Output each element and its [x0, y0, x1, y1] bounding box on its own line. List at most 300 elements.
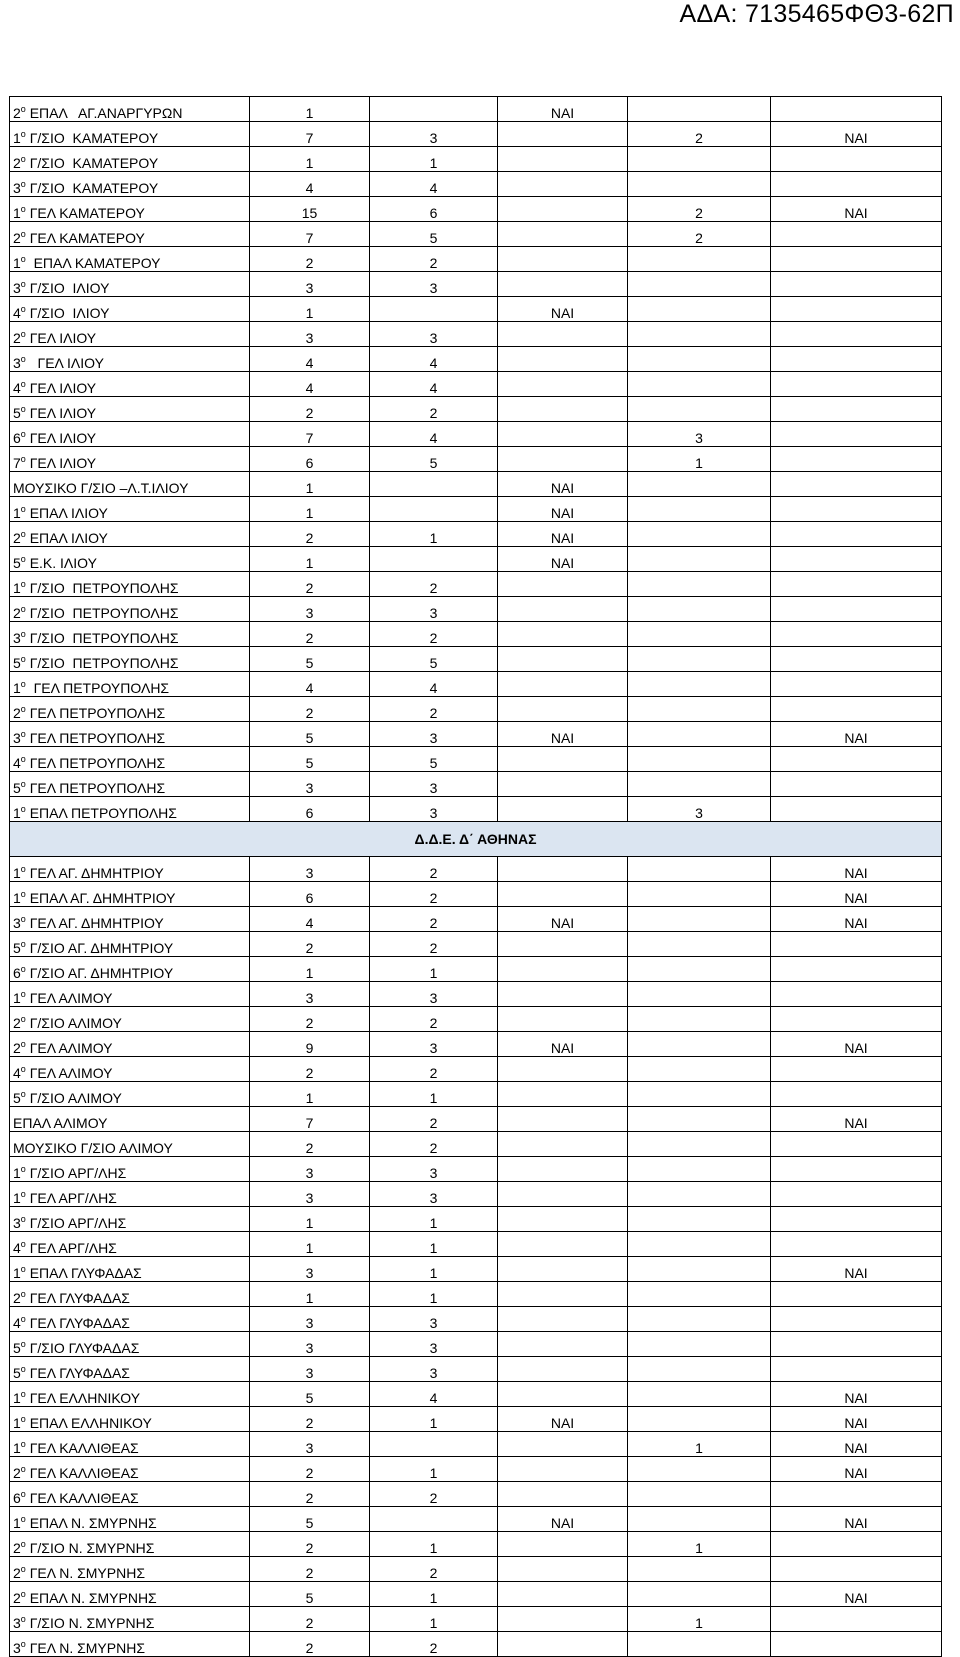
- value-cell-c2: 3: [370, 122, 498, 147]
- value-cell-c2: 1: [370, 1582, 498, 1607]
- value-cell-c1: 2: [250, 1407, 370, 1432]
- value-cell-c2: 3: [370, 272, 498, 297]
- value-cell-c1: 1: [250, 472, 370, 497]
- value-cell-c2: 2: [370, 1557, 498, 1582]
- value-cell-c3: ΝΑΙ: [498, 97, 628, 122]
- school-name-cell: [10, 122, 250, 147]
- school-name-cell: [10, 1082, 250, 1107]
- school-name: ΓΕΛ ΚΑΜΑΤΕΡΟΥ: [25, 205, 145, 221]
- value-cell-c1: 5: [250, 1382, 370, 1407]
- school-name-cell: [10, 322, 250, 347]
- value-cell-c1: 3: [250, 772, 370, 797]
- value-cell-c2: 5: [370, 647, 498, 672]
- value-cell-c5: [771, 422, 942, 447]
- value-cell-c3: [498, 747, 628, 772]
- value-cell-c2: 6: [370, 197, 498, 222]
- value-cell-c2: 2: [370, 1007, 498, 1032]
- value-cell-c1: 3: [250, 982, 370, 1007]
- table-row: [10, 222, 942, 247]
- school-name: Γ/ΣΙΟ ΑΡΓ/ΛΗΣ: [25, 1165, 127, 1181]
- value-cell-c5: [771, 1057, 942, 1082]
- value-cell-c2: [370, 547, 498, 572]
- value-cell-c2: 1: [370, 1207, 498, 1232]
- value-cell-c3: [498, 697, 628, 722]
- value-cell-c5: [771, 472, 942, 497]
- value-cell-c4: [628, 1557, 771, 1582]
- ordinal-suffix: ο: [20, 429, 26, 439]
- value-cell-c3: [498, 1157, 628, 1182]
- value-cell-c1: 2: [250, 247, 370, 272]
- school-name-cell: [10, 1382, 250, 1407]
- value-cell-c3: [498, 172, 628, 197]
- table-row: [10, 497, 942, 522]
- school-name: ΓΕΛ ΓΛΥΦΑΔΑΣ: [25, 1365, 130, 1381]
- value-cell-c1: 7: [250, 422, 370, 447]
- value-cell-c5: [771, 797, 942, 822]
- ordinal-number: 4: [13, 1315, 21, 1331]
- ordinal-number: 1: [13, 990, 21, 1006]
- ordinal-suffix: ο: [20, 1439, 26, 1449]
- ordinal-suffix: ο: [20, 529, 26, 539]
- value-cell-c2: 3: [370, 1332, 498, 1357]
- value-cell-c1: 3: [250, 1332, 370, 1357]
- table-row: [10, 297, 942, 322]
- ordinal-suffix: ο: [20, 654, 26, 664]
- table-row: [10, 1232, 942, 1257]
- ordinal-suffix: ο: [20, 1514, 26, 1524]
- school-name: ΜΟΥΣΙΚΟ Γ/ΣΙΟ ΑΛΙΜΟΥ: [13, 1140, 173, 1156]
- ordinal-number: 1: [13, 865, 21, 881]
- value-cell-c1: 3: [250, 1307, 370, 1332]
- ordinal-suffix: ο: [20, 1264, 26, 1274]
- value-cell-c3: ΝΑΙ: [498, 297, 628, 322]
- value-cell-c3: [498, 147, 628, 172]
- value-cell-c2: 3: [370, 322, 498, 347]
- value-cell-c5: [771, 1482, 942, 1507]
- table-row: [10, 1007, 942, 1032]
- value-cell-c5: [771, 1157, 942, 1182]
- value-cell-c5: [771, 1232, 942, 1257]
- value-cell-c4: [628, 1182, 771, 1207]
- value-cell-c5: [771, 147, 942, 172]
- ordinal-suffix: ο: [20, 579, 26, 589]
- table-row: [10, 172, 942, 197]
- value-cell-c5: [771, 622, 942, 647]
- table-body-lower: [10, 857, 942, 1657]
- table-row: [10, 97, 942, 122]
- value-cell-c5: [771, 247, 942, 272]
- school-name: Γ/ΣΙΟ ΠΕΤΡΟΥΠΟΛΗΣ: [25, 630, 179, 646]
- table-row: [10, 932, 942, 957]
- value-cell-c4: [628, 372, 771, 397]
- school-name: ΕΠΑΛ ΑΛΙΜΟΥ: [13, 1115, 108, 1131]
- ordinal-number: 2: [13, 530, 21, 546]
- value-cell-c1: 5: [250, 647, 370, 672]
- school-name-cell: [10, 372, 250, 397]
- value-cell-c1: 4: [250, 672, 370, 697]
- value-cell-c1: 4: [250, 347, 370, 372]
- value-cell-c4: [628, 882, 771, 907]
- school-name: Ε.Κ. ΙΛΙΟΥ: [25, 555, 97, 571]
- school-name-cell: [10, 907, 250, 932]
- value-cell-c4: [628, 1207, 771, 1232]
- value-cell-c4: [628, 1307, 771, 1332]
- value-cell-c1: 2: [250, 1482, 370, 1507]
- value-cell-c5: ΝΑΙ: [771, 1257, 942, 1282]
- table-row: [10, 772, 942, 797]
- school-name: ΓΕΛ ΙΛΙΟΥ: [25, 430, 97, 446]
- ordinal-number: 5: [13, 780, 21, 796]
- value-cell-c3: [498, 1607, 628, 1632]
- value-cell-c2: 2: [370, 1057, 498, 1082]
- table-row: [10, 907, 942, 932]
- value-cell-c2: 1: [370, 1257, 498, 1282]
- value-cell-c1: 2: [250, 1632, 370, 1657]
- table-row: [10, 1282, 942, 1307]
- value-cell-c4: [628, 1382, 771, 1407]
- value-cell-c4: [628, 957, 771, 982]
- ordinal-number: 3: [13, 280, 21, 296]
- value-cell-c3: [498, 672, 628, 697]
- value-cell-c1: 1: [250, 547, 370, 572]
- table-row: [10, 1107, 942, 1132]
- value-cell-c5: ΝΑΙ: [771, 1382, 942, 1407]
- value-cell-c1: 7: [250, 122, 370, 147]
- value-cell-c5: [771, 1132, 942, 1157]
- school-name: ΓΕΛ ΚΑΛΛΙΘΕΑΣ: [25, 1490, 139, 1506]
- school-name: ΓΕΛ ΑΛΙΜΟΥ: [25, 1040, 113, 1056]
- value-cell-c3: [498, 1482, 628, 1507]
- ordinal-suffix: ο: [20, 679, 26, 689]
- value-cell-c2: 1: [370, 957, 498, 982]
- value-cell-c3: [498, 1357, 628, 1382]
- table-row: [10, 322, 942, 347]
- value-cell-c3: [498, 1132, 628, 1157]
- value-cell-c4: [628, 672, 771, 697]
- value-cell-c1: 1: [250, 1207, 370, 1232]
- school-name-cell: [10, 597, 250, 622]
- value-cell-c1: 9: [250, 1032, 370, 1057]
- school-name: ΓΕΛ ΚΑΛΛΙΘΕΑΣ: [25, 1440, 139, 1456]
- value-cell-c1: 7: [250, 1107, 370, 1132]
- value-cell-c1: 7: [250, 222, 370, 247]
- value-cell-c3: [498, 1532, 628, 1557]
- value-cell-c2: [370, 297, 498, 322]
- value-cell-c5: [771, 497, 942, 522]
- value-cell-c3: [498, 1257, 628, 1282]
- school-name-cell: [10, 397, 250, 422]
- value-cell-c4: [628, 1157, 771, 1182]
- value-cell-c1: 1: [250, 497, 370, 522]
- ordinal-number: 1: [13, 1390, 21, 1406]
- ordinal-suffix: ο: [20, 1039, 26, 1049]
- table-row: [10, 1257, 942, 1282]
- school-name: ΕΠΑΛ ΙΛΙΟΥ: [25, 530, 108, 546]
- ordinal-number: 3: [13, 630, 21, 646]
- value-cell-c1: 6: [250, 882, 370, 907]
- value-cell-c4: [628, 397, 771, 422]
- ordinal-suffix: ο: [20, 704, 26, 714]
- value-cell-c3: ΝΑΙ: [498, 472, 628, 497]
- value-cell-c2: 5: [370, 747, 498, 772]
- table-row: [10, 122, 942, 147]
- ordinal-number: 1: [13, 1440, 21, 1456]
- value-cell-c3: [498, 1432, 628, 1457]
- ordinal-suffix: ο: [20, 329, 26, 339]
- ordinal-number: 1: [13, 1265, 21, 1281]
- ordinal-number: 3: [13, 355, 21, 371]
- school-name: Γ/ΣΙΟ ΙΛΙΟΥ: [25, 305, 110, 321]
- table-row: [10, 1382, 942, 1407]
- value-cell-c4: [628, 1507, 771, 1532]
- value-cell-c1: 4: [250, 372, 370, 397]
- ada-code: ΑΔΑ: 7135465ΦΘ3-62Π: [679, 0, 954, 28]
- value-cell-c1: 2: [250, 1557, 370, 1582]
- value-cell-c2: 1: [370, 147, 498, 172]
- ordinal-number: 5: [13, 1340, 21, 1356]
- school-name: ΓΕΛ Ν. ΣΜΥΡΝΗΣ: [25, 1640, 145, 1656]
- value-cell-c2: 2: [370, 1482, 498, 1507]
- ordinal-suffix: ο: [20, 604, 26, 614]
- value-cell-c3: [498, 1307, 628, 1332]
- school-name: Γ/ΣΙΟ ΚΑΜΑΤΕΡΟΥ: [25, 180, 159, 196]
- school-name-cell: [10, 982, 250, 1007]
- value-cell-c5: [771, 297, 942, 322]
- value-cell-c4: [628, 1057, 771, 1082]
- ordinal-number: 3: [13, 180, 21, 196]
- ordinal-suffix: ο: [20, 279, 26, 289]
- value-cell-c5: [771, 597, 942, 622]
- school-name: Γ/ΣΙΟ ΚΑΜΑΤΕΡΟΥ: [25, 130, 159, 146]
- value-cell-c2: 4: [370, 672, 498, 697]
- value-cell-c1: 2: [250, 1132, 370, 1157]
- table-row: [10, 1557, 942, 1582]
- school-name: Γ/ΣΙΟ Ν. ΣΜΥΡΝΗΣ: [25, 1615, 155, 1631]
- table-row: [10, 1482, 942, 1507]
- school-name: ΓΕΛ ΙΛΙΟΥ: [25, 380, 97, 396]
- table-row: [10, 1057, 942, 1082]
- value-cell-c2: 1: [370, 1457, 498, 1482]
- value-cell-c3: [498, 372, 628, 397]
- value-cell-c2: 4: [370, 372, 498, 397]
- value-cell-c4: [628, 247, 771, 272]
- value-cell-c2: 3: [370, 597, 498, 622]
- table-row: [10, 347, 942, 372]
- value-cell-c4: [628, 622, 771, 647]
- school-name: ΕΠΑΛ ΠΕΤΡΟΥΠΟΛΗΣ: [25, 805, 177, 821]
- table-body-upper: [10, 97, 942, 822]
- value-cell-c4: 2: [628, 222, 771, 247]
- value-cell-c4: [628, 722, 771, 747]
- value-cell-c3: [498, 1457, 628, 1482]
- value-cell-c5: [771, 272, 942, 297]
- value-cell-c5: ΝΑΙ: [771, 1457, 942, 1482]
- school-name: Γ/ΣΙΟ ΑΡΓ/ΛΗΣ: [25, 1215, 127, 1231]
- table-row: [10, 1332, 942, 1357]
- value-cell-c1: 2: [250, 1607, 370, 1632]
- ordinal-number: 2: [13, 605, 21, 621]
- value-cell-c4: [628, 547, 771, 572]
- ordinal-suffix: ο: [20, 1214, 26, 1224]
- school-name: ΕΠΑΛ ΙΛΙΟΥ: [25, 505, 108, 521]
- ordinal-suffix: ο: [20, 1164, 26, 1174]
- table-row: [10, 1457, 942, 1482]
- school-name: Γ/ΣΙΟ ΠΕΤΡΟΥΠΟΛΗΣ: [25, 655, 179, 671]
- value-cell-c3: ΝΑΙ: [498, 722, 628, 747]
- ordinal-suffix: ο: [20, 1464, 26, 1474]
- ordinal-suffix: ο: [20, 129, 26, 139]
- table-row: [10, 197, 942, 222]
- value-cell-c3: [498, 957, 628, 982]
- value-cell-c4: 3: [628, 422, 771, 447]
- value-cell-c5: [771, 747, 942, 772]
- table-row: [10, 1632, 942, 1657]
- table-row: [10, 572, 942, 597]
- table-row: [10, 522, 942, 547]
- value-cell-c4: [628, 1457, 771, 1482]
- value-cell-c3: [498, 1207, 628, 1232]
- value-cell-c3: [498, 1557, 628, 1582]
- ordinal-suffix: ο: [20, 304, 26, 314]
- value-cell-c3: [498, 622, 628, 647]
- value-cell-c5: [771, 772, 942, 797]
- value-cell-c2: 3: [370, 772, 498, 797]
- value-cell-c4: 1: [628, 1532, 771, 1557]
- school-name-cell: [10, 297, 250, 322]
- ordinal-number: 3: [13, 915, 21, 931]
- school-name-cell: [10, 622, 250, 647]
- value-cell-c2: 3: [370, 1182, 498, 1207]
- value-cell-c2: 2: [370, 697, 498, 722]
- section-header: [10, 822, 942, 857]
- value-cell-c5: ΝΑΙ: [771, 197, 942, 222]
- table-row: [10, 272, 942, 297]
- table-row: [10, 1182, 942, 1207]
- table-row: [10, 647, 942, 672]
- value-cell-c2: 2: [370, 247, 498, 272]
- value-cell-c3: ΝΑΙ: [498, 907, 628, 932]
- ordinal-suffix: ο: [20, 554, 26, 564]
- value-cell-c5: [771, 222, 942, 247]
- value-cell-c3: [498, 982, 628, 1007]
- value-cell-c1: 2: [250, 932, 370, 957]
- ordinal-number: 2: [13, 705, 21, 721]
- value-cell-c1: 1: [250, 1082, 370, 1107]
- value-cell-c1: 2: [250, 622, 370, 647]
- value-cell-c5: ΝΑΙ: [771, 1407, 942, 1432]
- table-row: [10, 722, 942, 747]
- school-name: ΓΕΛ ΠΕΤΡΟΥΠΟΛΗΣ: [25, 780, 166, 796]
- table-row: [10, 672, 942, 697]
- ordinal-number: 1: [13, 255, 21, 271]
- school-name: ΓΕΛ ΠΕΤΡΟΥΠΟΛΗΣ: [25, 730, 166, 746]
- value-cell-c5: [771, 982, 942, 1007]
- school-name: ΓΕΛ ΙΛΙΟΥ: [25, 405, 97, 421]
- ordinal-suffix: ο: [20, 504, 26, 514]
- school-name: ΕΠΑΛ ΕΛΛΗΝΙΚΟΥ: [25, 1415, 152, 1431]
- school-name: ΓΕΛ ΙΛΙΟΥ: [25, 455, 97, 471]
- value-cell-c3: [498, 1582, 628, 1607]
- table-row: [10, 957, 942, 982]
- value-cell-c5: [771, 647, 942, 672]
- value-cell-c3: [498, 1107, 628, 1132]
- value-cell-c3: [498, 1057, 628, 1082]
- value-cell-c5: [771, 1082, 942, 1107]
- value-cell-c5: [771, 372, 942, 397]
- ordinal-suffix: ο: [20, 354, 26, 364]
- ordinal-suffix: ο: [20, 1639, 26, 1649]
- value-cell-c5: ΝΑΙ: [771, 907, 942, 932]
- school-name-cell: [10, 147, 250, 172]
- ordinal-suffix: ο: [20, 889, 26, 899]
- value-cell-c1: 1: [250, 297, 370, 322]
- ordinal-number: 5: [13, 1090, 21, 1106]
- ordinal-suffix: ο: [20, 1289, 26, 1299]
- table-row: [10, 397, 942, 422]
- school-name: ΓΕΛ ΙΛΙΟΥ: [25, 355, 104, 371]
- value-cell-c2: 2: [370, 622, 498, 647]
- school-name-cell: [10, 222, 250, 247]
- ordinal-suffix: ο: [20, 864, 26, 874]
- ordinal-number: 2: [13, 230, 21, 246]
- ordinal-number: 2: [13, 1015, 21, 1031]
- value-cell-c1: 2: [250, 697, 370, 722]
- value-cell-c4: [628, 1032, 771, 1057]
- value-cell-c4: [628, 472, 771, 497]
- ordinal-suffix: ο: [20, 229, 26, 239]
- table-row: [10, 147, 942, 172]
- school-name-cell: [10, 1257, 250, 1282]
- ordinal-suffix: ο: [20, 154, 26, 164]
- ordinal-suffix: ο: [20, 729, 26, 739]
- school-name: ΓΕΛ ΑΓ. ΔΗΜΗΤΡΙΟΥ: [25, 865, 164, 881]
- value-cell-c4: [628, 322, 771, 347]
- value-cell-c1: 2: [250, 1457, 370, 1482]
- value-cell-c3: [498, 1232, 628, 1257]
- ordinal-number: 2: [13, 1465, 21, 1481]
- school-name-cell: [10, 1632, 250, 1657]
- ordinal-number: 1: [13, 505, 21, 521]
- value-cell-c3: [498, 1282, 628, 1307]
- value-cell-c3: ΝΑΙ: [498, 497, 628, 522]
- school-name-cell: [10, 1607, 250, 1632]
- value-cell-c5: ΝΑΙ: [771, 122, 942, 147]
- value-cell-c2: [370, 497, 498, 522]
- value-cell-c5: [771, 1607, 942, 1632]
- ordinal-number: 1: [13, 890, 21, 906]
- value-cell-c2: 1: [370, 1407, 498, 1432]
- ordinal-suffix: ο: [20, 1339, 26, 1349]
- school-name-cell: [10, 882, 250, 907]
- school-name-cell: [10, 522, 250, 547]
- value-cell-c3: [498, 197, 628, 222]
- ordinal-number: 4: [13, 305, 21, 321]
- school-name: ΓΕΛ ΙΛΙΟΥ: [25, 330, 97, 346]
- school-name-cell: [10, 1282, 250, 1307]
- school-name: Γ/ΣΙΟ ΑΛΙΜΟΥ: [25, 1090, 122, 1106]
- value-cell-c1: 3: [250, 857, 370, 882]
- value-cell-c3: [498, 932, 628, 957]
- value-cell-c2: 3: [370, 1357, 498, 1382]
- school-name: ΓΕΛ ΑΛΙΜΟΥ: [25, 1065, 113, 1081]
- school-name-cell: [10, 1332, 250, 1357]
- value-cell-c3: ΝΑΙ: [498, 1407, 628, 1432]
- value-cell-c1: 1: [250, 1282, 370, 1307]
- value-cell-c5: ΝΑΙ: [771, 882, 942, 907]
- school-name-cell: [10, 797, 250, 822]
- value-cell-c3: [498, 122, 628, 147]
- value-cell-c4: [628, 1357, 771, 1382]
